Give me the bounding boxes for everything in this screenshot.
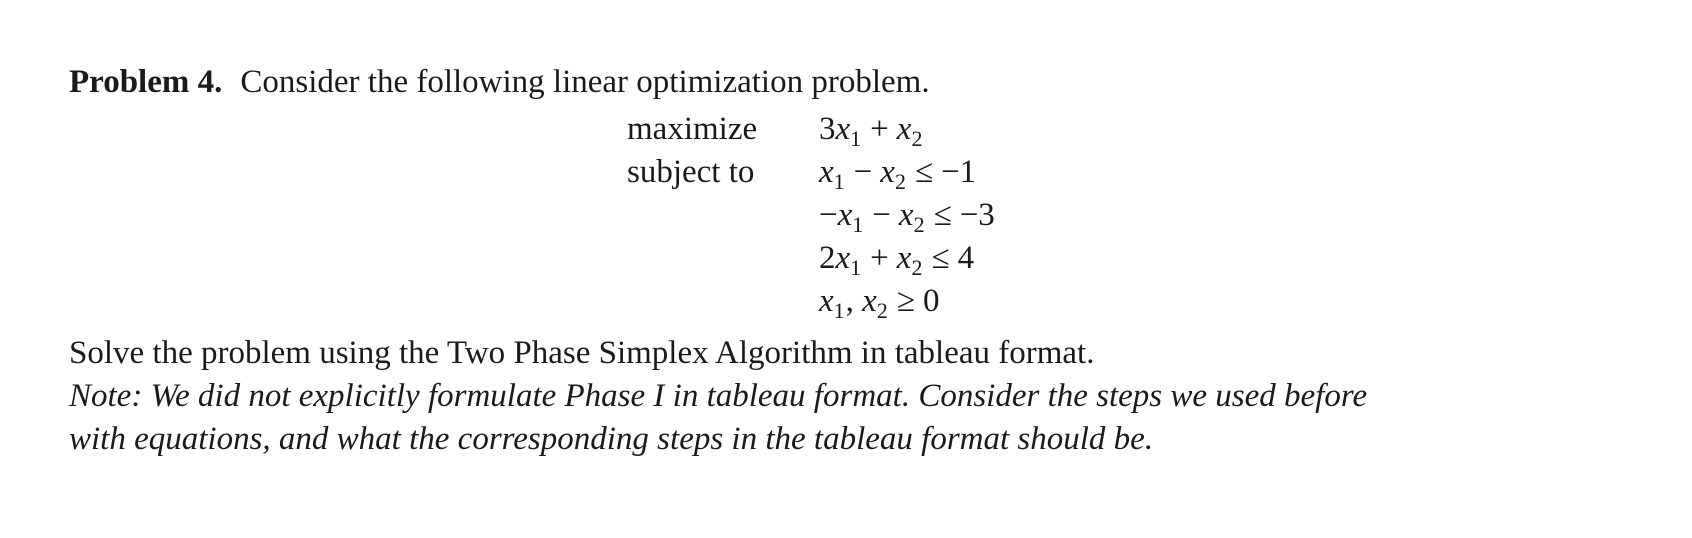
math-subscript: 2 — [911, 126, 923, 151]
math-subscript: 2 — [894, 169, 906, 194]
math-operator: ≤ — [933, 197, 952, 233]
math-operator: ≤ — [931, 240, 950, 276]
math-variable: x — [896, 240, 912, 276]
math-number: 3 — [819, 111, 836, 147]
problem-label: Problem 4. — [69, 64, 223, 100]
subject-to-keyword: subject to — [627, 154, 755, 190]
math-variable: x — [819, 283, 834, 319]
math-subscript: 2 — [876, 298, 888, 323]
math-number: 2 — [819, 240, 836, 276]
math-variable: x — [896, 111, 912, 147]
math-subscript: 2 — [911, 255, 923, 280]
math-number: 0 — [922, 283, 940, 319]
math-variable: x — [819, 154, 834, 190]
math-variable: x — [880, 154, 895, 190]
note-line-1: Note: We did not explicitly formulate Phase I in tableau format. Consider the steps we used before — [69, 378, 1368, 414]
maximize-keyword: maximize — [627, 111, 758, 147]
objective-expression — [819, 108, 923, 153]
math-subscript: 1 — [852, 212, 864, 237]
math-subscript: 1 — [833, 169, 845, 194]
math-number: −1 — [941, 154, 977, 190]
math-operator: + — [870, 111, 889, 147]
math-number: − — [819, 197, 838, 233]
math-variable: x — [837, 197, 853, 233]
math-operator: + — [870, 240, 889, 276]
math-variable: x — [898, 197, 914, 233]
math-subscript: 1 — [850, 255, 862, 280]
math-variable: x — [835, 111, 851, 147]
math-subscript: 1 — [850, 126, 862, 151]
nonnegativity-constraint — [819, 280, 939, 325]
problem-intro: Consider the following linear optimization problem. — [240, 64, 930, 100]
math-operator: ≤ — [914, 154, 934, 190]
math-subscript: 1 — [833, 298, 845, 323]
math-number: −3 — [959, 197, 995, 233]
math-operator: − — [872, 197, 891, 233]
constraint-expression — [819, 194, 995, 239]
note-line-2: with equations, and what the corresponding steps in the tableau format should be. — [69, 421, 1154, 457]
constraint-expression — [819, 237, 974, 282]
math-subscript: 2 — [913, 212, 925, 237]
math-number: 4 — [957, 240, 975, 276]
math-variable: x — [835, 240, 851, 276]
constraint-expression — [819, 151, 976, 196]
solve-instruction: Solve the problem using the Two Phase Simplex Algorithm in tableau format. — [69, 335, 1095, 371]
math-variable: x — [862, 283, 877, 319]
math-number: , — [845, 283, 863, 319]
problem-heading — [69, 62, 930, 102]
math-operator: − — [853, 154, 873, 190]
math-operator: ≥ — [896, 283, 915, 319]
